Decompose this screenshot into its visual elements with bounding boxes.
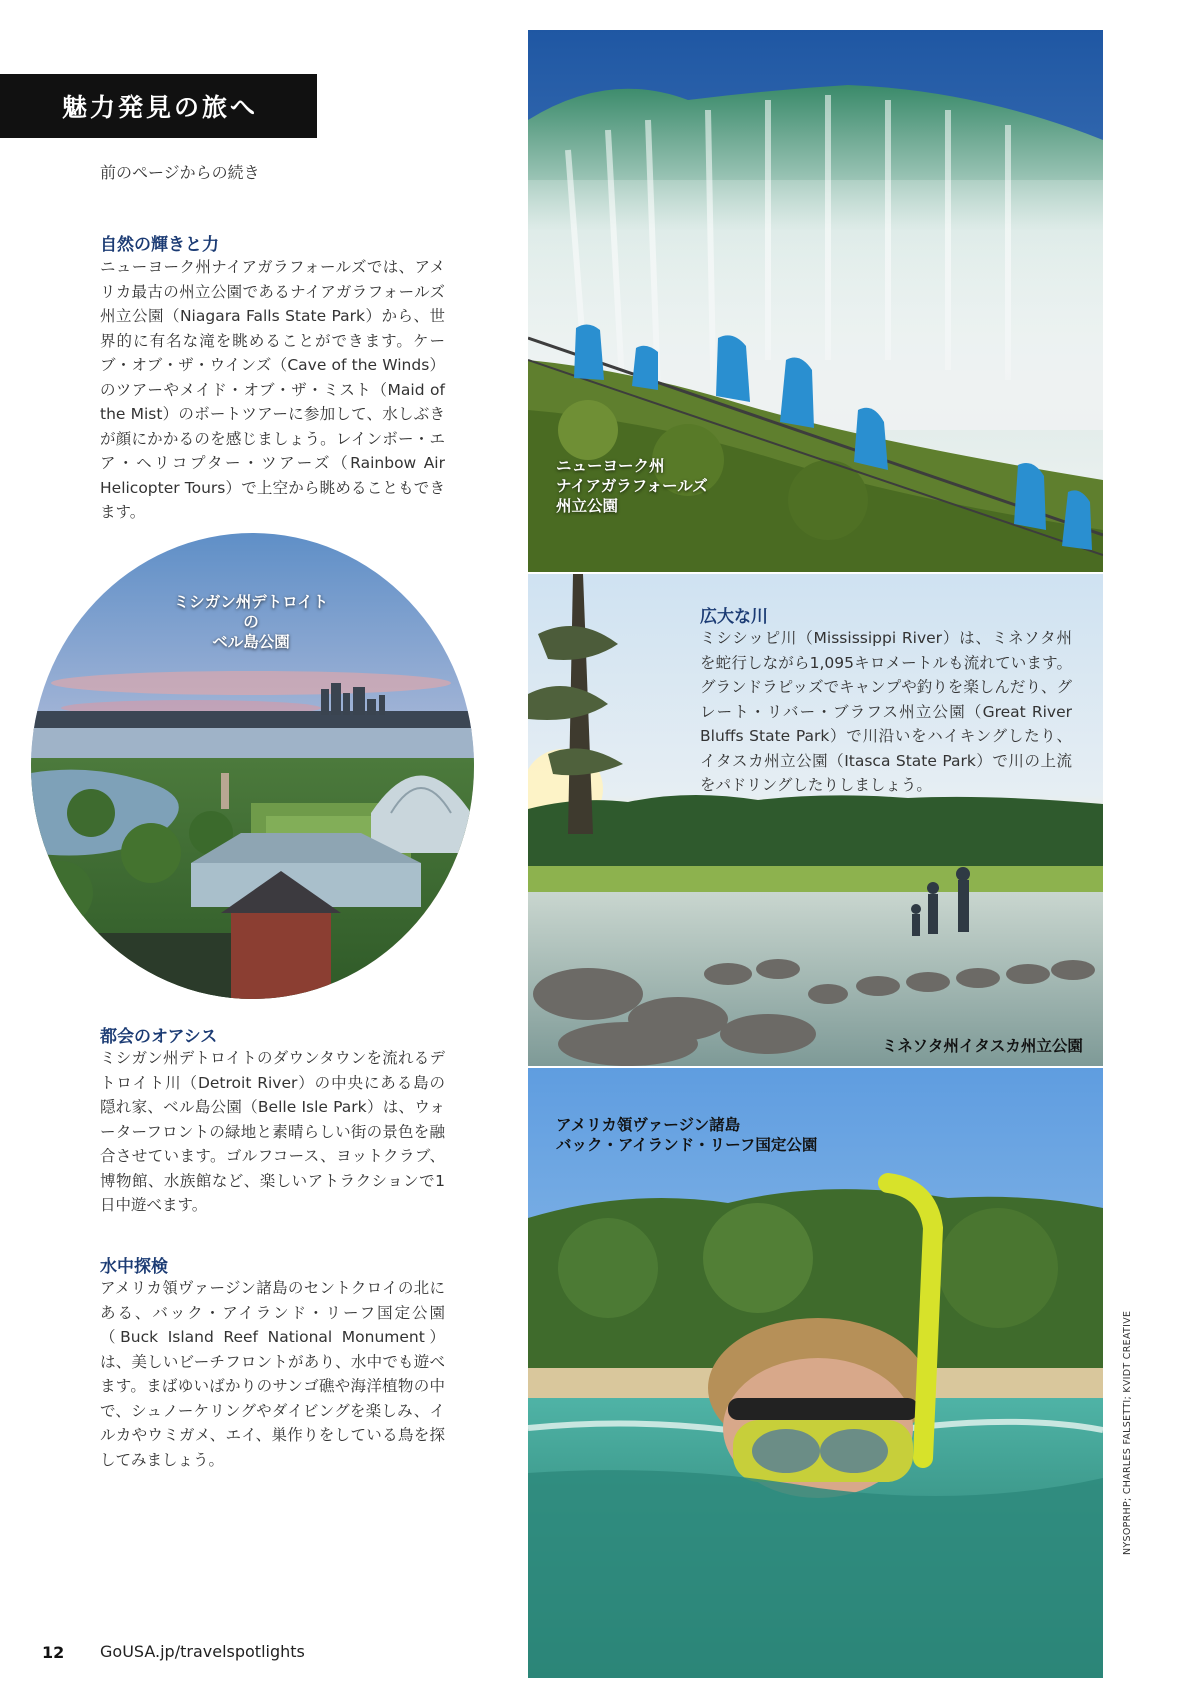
continued-note: 前のページからの続き: [100, 163, 260, 182]
buck-island-photo: [528, 1068, 1103, 1678]
section-body-underwater: アメリカ領ヴァージン諸島のセントクロイの北にある、バック・アイランド・リーフ国定公園（Buck Island Reef National Monument）は、美しいビーチフロントがあり、水中でも遊べます。まばゆいばかりのサンゴ礁や海洋植物の中で、シュノーケリングやダイビングを楽しみ、イルカやウミガメ、エイ、巣作りをしている鳥を探してみましょう。: [100, 1279, 445, 1469]
header-bar: [0, 74, 317, 138]
page-number: 12: [42, 1643, 65, 1662]
caption-itasca-line-1: ミネソタ州イタスカ州立公園: [882, 1037, 1083, 1055]
caption-niagara-line-3: 州立公園: [556, 497, 619, 515]
caption-niagara-line-1: ニューヨーク州: [556, 457, 665, 475]
section-heading-nature: 自然の輝きと力: [100, 235, 219, 255]
caption-niagara: [556, 456, 708, 516]
section-body-oasis: ミシガン州デトロイトのダウンタウンを流れるデトロイト川（Detroit River）の中央にある島の隠れ家、ベル島公園（Belle Isle Park）は、ウォーターフロントの緑地と素晴らしい街の景色を融合させています。ゴルフコース、ヨットクラブ、博物館、水族館など、楽しいアトラクションで1日中遊べます。: [100, 1049, 445, 1214]
caption-buck-island-line-2: バック・アイランド・リーフ国定公園: [556, 1136, 818, 1154]
section-heading-underwater: 水中探検: [100, 1257, 168, 1277]
section-body-river: ミシシッピ川（Mississippi River）は、ミネソタ州を蛇行しながら1,095キロメートルも流れています。グランドラピッズでキャンプや釣りを楽しんだり、グレート・リバー・ブラフス州立公園（Great River Bluffs State Park）で川沿いをハイキングしたり、イタスカ州立公園（Itasca State Park）で川の上流をパドリングしたりしましょう。: [700, 629, 1072, 794]
section-body-nature: ニューヨーク州ナイアガラフォールズでは、アメリカ最古の州立公園であるナイアガラフォールズ州立公園（Niagara Falls State Park）から、世界的に有名な滝を眺めることができます。ケーブ・オブ・ザ・ウインズ（Cave of the Winds）のツアーやメイド・オブ・ザ・ミスト（Maid of the Mist）のボートツアーに参加して、水しぶきが顔にかかるのを感じましょう。レインボー・エア・ヘリコプター・ツアーズ（Rainbow Air Helicopter Tours）で上空から眺めることもできます。: [100, 258, 445, 521]
buck-island-photo-illustration: [528, 1068, 1103, 1678]
footer-url-link[interactable]: GoUSA.jp/travelspotlights: [100, 1642, 305, 1661]
caption-itasca: [882, 1036, 1083, 1056]
caption-buck-island: [556, 1115, 817, 1155]
section-heading-river: 広大な川: [700, 607, 768, 627]
caption-detroit-line-2: ベル島公園: [212, 633, 290, 651]
caption-buck-island-line-1: アメリカ領ヴァージン諸島: [556, 1116, 741, 1134]
caption-detroit-line-1: ミシガン州デトロイトの: [173, 593, 329, 631]
caption-detroit: [166, 592, 336, 652]
caption-niagara-line-2: ナイアガラフォールズ: [556, 477, 708, 495]
section-heading-oasis: 都会のオアシス: [100, 1027, 218, 1047]
page-title: 魅力発見の旅へ: [62, 93, 259, 122]
photo-credit: NYSOPRHP; CHARLES FALSETTI; KVIDT CREATIVE: [1122, 1310, 1133, 1555]
